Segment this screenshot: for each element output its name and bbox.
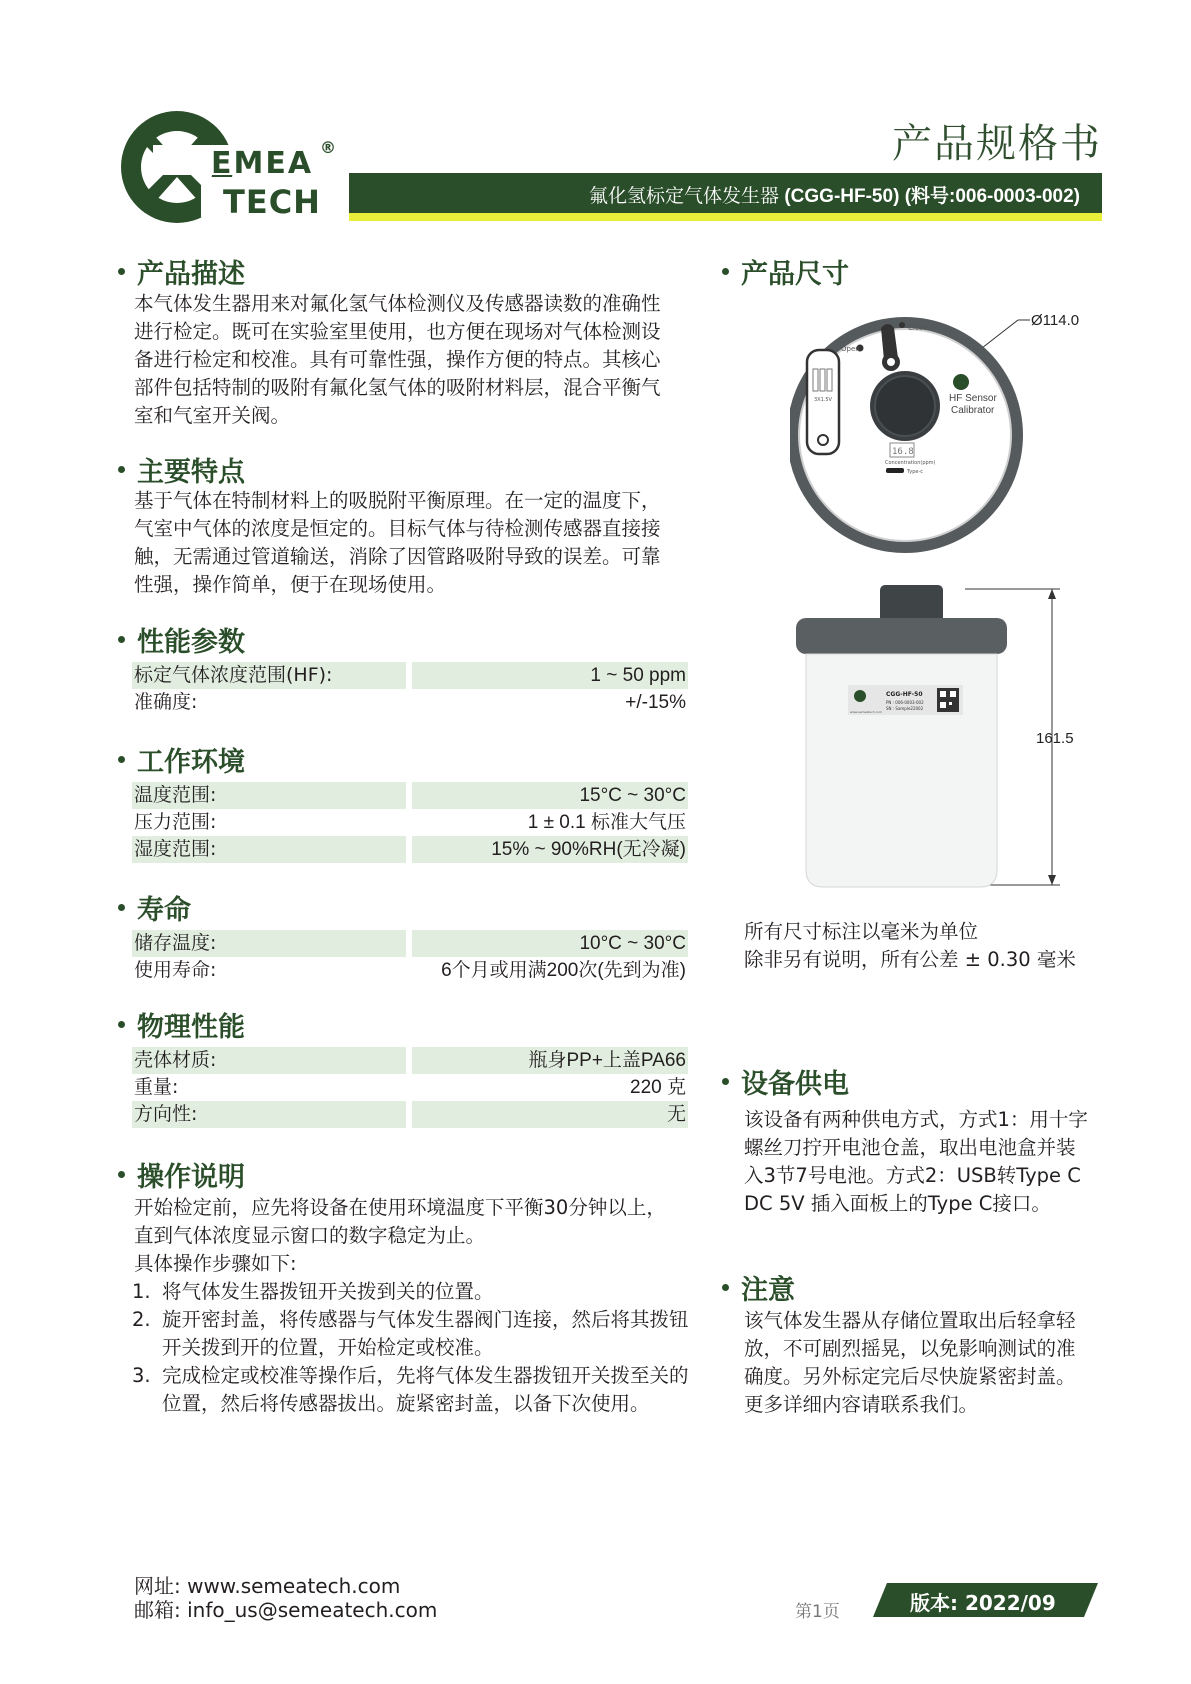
email-link[interactable]: 邮箱: info_us@semeatech.com xyxy=(134,1598,438,1622)
spec-value: 6个月或用满200次(先到为准) xyxy=(441,960,686,981)
product-top-view xyxy=(790,300,1120,560)
spec-label: 储存温度: xyxy=(132,930,406,957)
spec-value: 1 ± 0.1 标准大气压 xyxy=(527,812,686,833)
product-part-number: (料号:006-0003-002) xyxy=(904,186,1080,207)
section-heading-notice: 注意 xyxy=(722,1268,795,1307)
lifetime-table xyxy=(132,930,688,984)
svg-text:SN : Sample22002: SN : Sample22002 xyxy=(886,706,924,711)
text-line: 所有尺寸标注以毫米为单位 xyxy=(744,920,979,943)
list-item xyxy=(132,1306,692,1362)
spec-row xyxy=(132,809,688,836)
text-line: 螺丝刀拧开电池仓盖，取出电池盒并装 xyxy=(744,1136,1076,1159)
spec-row xyxy=(132,1101,688,1128)
spec-row xyxy=(132,662,688,689)
spec-label: 标定气体浓度范围(HF): xyxy=(132,662,406,689)
spec-value: +/-15% xyxy=(625,692,686,713)
spec-row xyxy=(132,1047,688,1074)
performance-table xyxy=(132,662,688,716)
spec-value: 15% ~ 90%RH(无冷凝) xyxy=(412,836,688,863)
section-heading-environment: 工作环境 xyxy=(118,740,245,779)
step-number: 1. xyxy=(132,1280,151,1303)
bullet-dot xyxy=(118,1171,125,1178)
text-line: 确度。另外标定完后尽快旋紧密封盖。 xyxy=(744,1365,1076,1388)
bullet-dot xyxy=(118,756,125,763)
product-name: 氟化氢标定气体发生器 xyxy=(589,186,780,207)
product-side-view xyxy=(790,580,1120,890)
svg-text:PN : 006-0003-002: PN : 006-0003-002 xyxy=(886,700,924,705)
spec-label: 温度范围: xyxy=(132,782,406,809)
spec-row xyxy=(132,836,688,863)
power-paragraph xyxy=(744,1106,1144,1218)
text-line: 室和气室开关阀。 xyxy=(134,404,291,427)
notice-paragraph xyxy=(744,1307,1144,1419)
text-line: 更多详细内容请联系我们。 xyxy=(744,1393,979,1416)
text-line: 性强，操作简单，便于在现场使用。 xyxy=(134,573,447,596)
bullet-dot xyxy=(118,636,125,643)
spec-label: 重量: xyxy=(134,1076,179,1098)
text-line: 入3节7号电池。方式2：USB转Type C xyxy=(744,1164,1081,1187)
spec-row xyxy=(132,689,688,716)
document-title: 产品规格书 xyxy=(892,121,1102,167)
spec-row xyxy=(132,957,688,984)
physical-table xyxy=(132,1047,688,1128)
spec-label: 使用寿命: xyxy=(134,959,217,981)
svg-text:16.8: 16.8 xyxy=(892,447,914,457)
bullet-dot xyxy=(722,1078,729,1085)
text-line: 进行检定。既可在实验室里使用，也方便在现场对气体检测设 xyxy=(134,320,661,343)
svg-text:Ø114.0: Ø114.0 xyxy=(1031,312,1080,329)
text-line: 该气体发生器从存储位置取出后轻拿轻 xyxy=(744,1309,1076,1332)
product-subtitle xyxy=(589,181,1080,208)
section-heading-performance: 性能参数 xyxy=(118,620,245,659)
section-heading-lifetime: 寿命 xyxy=(118,888,191,927)
text-line: 具体操作步骤如下: xyxy=(134,1252,297,1275)
spec-label: 压力范围: xyxy=(134,811,217,833)
svg-text:Close: Close xyxy=(908,324,928,332)
svg-text:EMEA: EMEA xyxy=(211,146,314,181)
list-item xyxy=(132,1362,692,1418)
list-item xyxy=(132,1278,692,1306)
text-line: 本气体发生器用来对氟化氢气体检测仪及传感器读数的准确性 xyxy=(134,292,661,315)
step-number: 3. xyxy=(132,1364,151,1387)
svg-text:www.semeatech.com: www.semeatech.com xyxy=(850,710,882,714)
bullet-dot xyxy=(118,466,125,473)
section-heading-dimensions: 产品尺寸 xyxy=(722,252,849,291)
header-accent-line xyxy=(349,213,1102,221)
section-heading-physical: 物理性能 xyxy=(118,1005,245,1044)
text-line: 基于气体在特制材料上的吸脱附平衡原理。在一定的温度下， xyxy=(134,489,661,512)
operation-intro xyxy=(134,1194,694,1278)
step-text: 将气体发生器拨钮开关拨到关的位置。 xyxy=(162,1280,494,1303)
company-logo xyxy=(115,105,355,230)
dimension-notes xyxy=(744,918,1144,974)
header-band xyxy=(349,173,1102,213)
text-line: 备进行检定和校准。具有可靠性强，操作方便的特点。其核心 xyxy=(134,348,661,371)
text-line: 触，无需通过管道输送，消除了因管路吸附导致的误差。可靠 xyxy=(134,545,661,568)
website-link[interactable]: 网址: www.semeatech.com xyxy=(134,1574,401,1598)
section-heading-description: 产品描述 xyxy=(118,252,245,291)
section-heading-features: 主要特点 xyxy=(118,450,245,489)
svg-text:Type-c: Type-c xyxy=(907,469,924,475)
step-text: 旋开密封盖，将传感器与气体发生器阀门连接，然后将其拨钮开关拨到开的位置，开始检定或校准。 xyxy=(162,1308,689,1359)
spec-value: 10°C ~ 30°C xyxy=(412,930,688,957)
spec-value: 1 ~ 50 ppm xyxy=(412,662,688,689)
spec-row xyxy=(132,782,688,809)
bullet-dot xyxy=(118,904,125,911)
svg-text:Concentration(ppm): Concentration(ppm) xyxy=(885,460,936,466)
svg-text:HF Sensor: HF Sensor xyxy=(949,393,997,404)
text-line: 该设备有两种供电方式，方式1：用十字 xyxy=(744,1108,1088,1131)
features-paragraph xyxy=(134,487,694,599)
spec-value: 无 xyxy=(412,1101,688,1128)
svg-text:Calibrator: Calibrator xyxy=(951,405,995,416)
spec-label: 准确度: xyxy=(134,691,198,713)
svg-text:3X1.5V: 3X1.5V xyxy=(814,397,832,403)
text-line: 直到气体浓度显示窗口的数字稳定为止。 xyxy=(134,1224,486,1247)
operation-steps xyxy=(132,1278,692,1418)
bullet-dot xyxy=(118,1021,125,1028)
description-paragraph xyxy=(134,290,694,430)
spec-label: 壳体材质: xyxy=(132,1047,406,1074)
spec-value: 15°C ~ 30°C xyxy=(412,782,688,809)
svg-text:®: ® xyxy=(320,138,336,157)
spec-row xyxy=(132,930,688,957)
page-number: 第1页 xyxy=(795,1602,840,1622)
svg-text:161.5: 161.5 xyxy=(1036,730,1074,747)
bullet-dot xyxy=(722,1284,729,1291)
environment-table xyxy=(132,782,688,863)
svg-text:CGG-HF-50: CGG-HF-50 xyxy=(886,691,923,698)
product-model: (CGG-HF-50) xyxy=(784,186,900,207)
text-line: DC 5V 插入面板上的Type C接口。 xyxy=(744,1192,1051,1215)
spec-row xyxy=(132,1074,688,1101)
spec-value: 220 克 xyxy=(630,1077,686,1098)
svg-text:Open: Open xyxy=(841,345,860,353)
section-heading-operation: 操作说明 xyxy=(118,1155,245,1194)
text-line: 除非另有说明，所有公差 ± 0.30 毫米 xyxy=(744,948,1076,971)
text-line: 放，不可剧烈摇晃，以免影响测试的准 xyxy=(744,1337,1076,1360)
spec-label: 方向性: xyxy=(132,1101,406,1128)
text-line: 气室中气体的浓度是恒定的。目标气体与待检测传感器直接接 xyxy=(134,517,661,540)
spec-value: 瓶身PP+上盖PA66 xyxy=(412,1047,688,1074)
step-number: 2. xyxy=(132,1308,151,1331)
text-line: 开始检定前，应先将设备在使用环境温度下平衡30分钟以上， xyxy=(134,1196,666,1219)
step-text: 完成检定或校准等操作后，先将气体发生器拨钮开关拨至关的位置，然后将传感器拔出。旋紧密封盖，以备下次使用。 xyxy=(162,1364,689,1415)
text-line: 部件包括特制的吸附有氟化氢气体的吸附材料层，混合平衡气 xyxy=(134,376,661,399)
bullet-dot xyxy=(118,268,125,275)
section-heading-power: 设备供电 xyxy=(722,1062,849,1101)
version-label: 版本: 2022/09 xyxy=(910,1591,1056,1615)
spec-label: 湿度范围: xyxy=(132,836,406,863)
bullet-dot xyxy=(722,268,729,275)
svg-text:TECH: TECH xyxy=(223,183,321,221)
